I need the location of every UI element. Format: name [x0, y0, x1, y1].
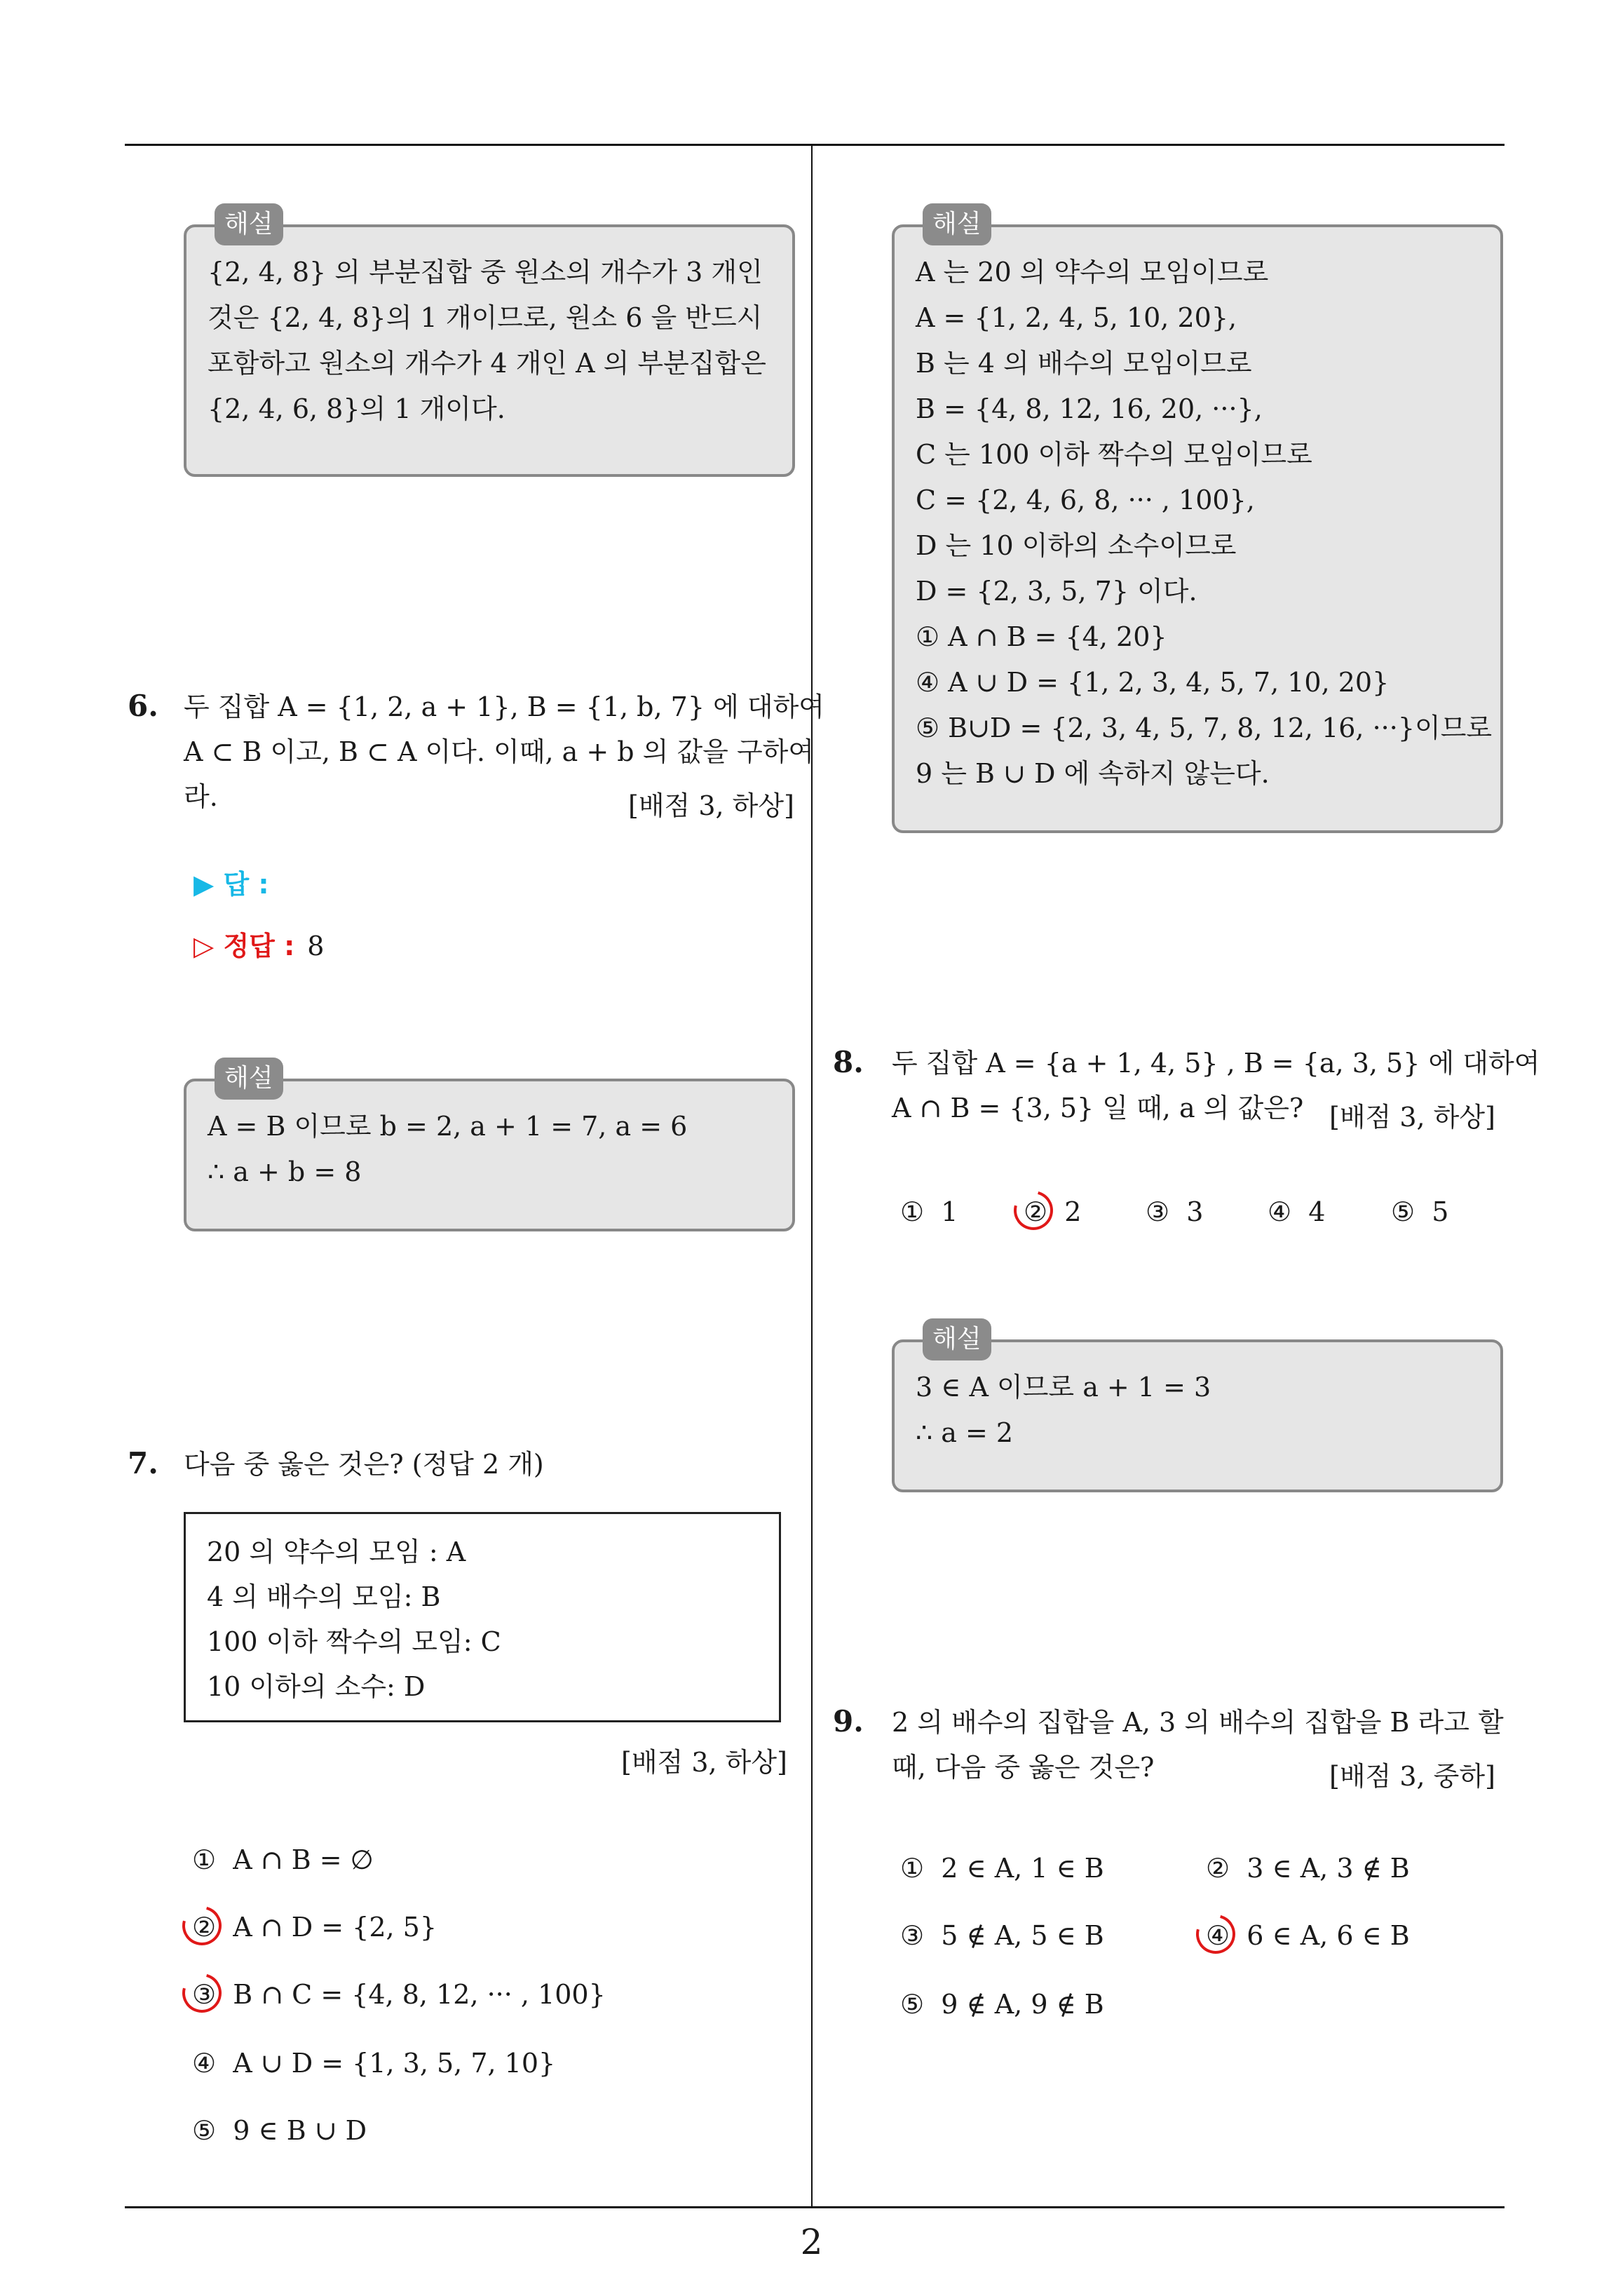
option-text: 9 ∈ B ∪ D: [233, 2115, 367, 2146]
solution-line: D = {2, 3, 5, 7} 이다.: [916, 576, 1197, 607]
option-number: ④: [1268, 1196, 1292, 1227]
solution-line: A = B 이므로 b = 2, a + 1 = 7, a = 6: [208, 1111, 688, 1142]
question-text: 다음 중 옳은 것은? (정답 2 개): [184, 1449, 544, 1480]
solution-line: C 는 100 이하 짝수의 모임이므로: [916, 439, 1312, 470]
score-label: [배점 3, 하상]: [1329, 1102, 1495, 1133]
answer-circle-mark: [1189, 1907, 1242, 1961]
option-text: A ∩ B = ∅: [233, 1844, 374, 1875]
page-number: 2: [800, 2222, 823, 2262]
definition-line: 10 이하의 소수: D: [207, 1671, 426, 1702]
answer-circle-mark: [175, 1899, 229, 1952]
solution-line: ④ A ∪ D = {1, 2, 3, 4, 5, 7, 10, 20}: [916, 667, 1390, 698]
solution-box-q8: [892, 1325, 1503, 1492]
option-number: ①: [900, 1196, 925, 1227]
solution-line: ∴ a + b = 8: [208, 1156, 362, 1187]
correct-answer-label: ▷ 정답 :: [193, 931, 295, 961]
question-text: 두 집합 A = {1, 2, a + 1}, B = {1, b, 7} 에 대하여: [184, 691, 824, 722]
solution-box-q6: [184, 1064, 795, 1231]
solution-line: ① A ∩ B = {4, 20}: [916, 621, 1167, 652]
option-text: 3: [1186, 1196, 1204, 1227]
option-1[interactable]: [900, 1853, 1104, 1884]
option-5[interactable]: [1391, 1196, 1448, 1227]
solution-line: D 는 10 이하의 소수이므로: [916, 530, 1237, 561]
option-number: ④: [192, 2048, 217, 2079]
option-4[interactable]: [192, 2048, 555, 2079]
option-text: 5 ∉ A, 5 ∈ B: [941, 1920, 1104, 1951]
solution-line: {2, 4, 6, 8}의 1 개이다.: [208, 393, 505, 424]
option-text: 4: [1308, 1196, 1326, 1227]
option-number: ③: [1146, 1196, 1170, 1227]
definition-line: 20 의 약수의 모임 : A: [207, 1537, 466, 1567]
option-text: 5: [1432, 1196, 1449, 1227]
option-text: 1: [941, 1196, 958, 1227]
solution-box-q7: [892, 210, 1503, 833]
option-3[interactable]: [1146, 1196, 1203, 1227]
solution-line: B = {4, 8, 12, 16, 20, ···},: [916, 393, 1263, 424]
option-text: B ∩ C = {4, 8, 12, ··· , 100}: [233, 1979, 606, 2010]
solution-line: {2, 4, 8} 의 부분집합 중 원소의 개수가 3 개인: [208, 257, 763, 288]
option-text: 2: [1064, 1196, 1082, 1227]
correct-answer-value: 8: [307, 931, 325, 961]
option-text: A ∩ D = {2, 5}: [233, 1912, 437, 1943]
option-text: 9 ∉ A, 9 ∉ B: [941, 1989, 1104, 2020]
solution-line: 것은 {2, 4, 8}의 1 개이므로, 원소 6 을 반드시: [208, 302, 763, 333]
option-text: A ∪ D = {1, 3, 5, 7, 10}: [233, 2048, 556, 2079]
option-number: ②: [1024, 1196, 1048, 1227]
bottom-rule: [125, 2206, 1505, 2208]
question-text: A ∩ B = {3, 5} 일 때, a 의 값은?: [892, 1093, 1304, 1123]
option-1[interactable]: [192, 1844, 374, 1875]
question-number: 9.: [833, 1704, 864, 1738]
column-divider: [811, 145, 813, 2207]
question-text: 라.: [184, 781, 218, 812]
definition-box: [184, 1512, 781, 1722]
option-number: ④: [1206, 1920, 1230, 1951]
score-label: [배점 3, 하상]: [628, 790, 794, 821]
solution-line: 9 는 B ∪ D 에 속하지 않는다.: [916, 758, 1270, 789]
option-5[interactable]: [900, 1989, 1104, 2020]
option-4[interactable]: [1206, 1920, 1410, 1951]
question-text: 2 의 배수의 집합을 A, 3 의 배수의 집합을 B 라고 할: [892, 1707, 1504, 1738]
answer-label: ▶ 답 :: [193, 869, 269, 900]
solution-box-q5: [184, 210, 795, 477]
score-label: [배점 3, 중하]: [1329, 1761, 1495, 1792]
option-number: ③: [192, 1979, 217, 2010]
question-number: 7.: [128, 1446, 158, 1480]
question-text: A ⊂ B 이고, B ⊂ A 이다. 이때, a + b 의 값을 구하여: [184, 736, 815, 767]
question-number: 6.: [128, 689, 158, 723]
solution-line: ⑤ B∪D = {2, 3, 4, 5, 7, 8, 12, 16, ···}이므로: [916, 713, 1493, 743]
solution-tag: 해설: [215, 1058, 283, 1100]
option-number: ①: [900, 1853, 925, 1884]
option-number: ⑤: [192, 2115, 217, 2146]
option-text: 2 ∈ A, 1 ∈ B: [941, 1853, 1104, 1884]
score-label: [배점 3, 하상]: [621, 1747, 787, 1778]
option-4[interactable]: [1268, 1196, 1325, 1227]
solution-line: 3 ∈ A 이므로 a + 1 = 3: [916, 1372, 1211, 1403]
answer-circle-mark: [175, 1966, 229, 2020]
definition-line: 100 이하 짝수의 모임: C: [207, 1626, 501, 1657]
question-text: 두 집합 A = {a + 1, 4, 5} , B = {a, 3, 5} 에 대하여: [892, 1048, 1540, 1079]
solution-line: C = {2, 4, 6, 8, ··· , 100},: [916, 485, 1255, 515]
solution-line: A = {1, 2, 4, 5, 10, 20},: [916, 302, 1237, 333]
option-2[interactable]: [1206, 1853, 1410, 1884]
correct-answer: [193, 924, 324, 963]
option-3[interactable]: [900, 1920, 1104, 1951]
option-number: ②: [1206, 1853, 1230, 1884]
answer-circle-mark: [1007, 1184, 1060, 1237]
option-number: ③: [900, 1920, 925, 1951]
option-5[interactable]: [192, 2115, 367, 2146]
definition-line: 4 의 배수의 모임: B: [207, 1581, 441, 1612]
solution-line: B 는 4 의 배수의 모임이므로: [916, 348, 1252, 379]
solution-line: A 는 20 의 약수의 모임이므로: [916, 257, 1269, 288]
option-number: ②: [192, 1912, 217, 1943]
option-text: 6 ∈ A, 6 ∈ B: [1247, 1920, 1410, 1951]
option-text: 3 ∈ A, 3 ∉ B: [1247, 1853, 1410, 1884]
solution-tag: 해설: [215, 203, 283, 245]
solution-line: 포함하고 원소의 개수가 4 개인 A 의 부분집합은: [208, 348, 766, 379]
option-1[interactable]: [900, 1196, 958, 1227]
option-number: ①: [192, 1844, 217, 1875]
top-rule: [125, 144, 1505, 146]
option-3[interactable]: [192, 1979, 606, 2010]
solution-tag: 해설: [923, 1318, 991, 1360]
solution-tag: 해설: [923, 203, 991, 245]
question-number: 8.: [833, 1045, 864, 1079]
question-text: 때, 다음 중 옳은 것은?: [892, 1752, 1155, 1783]
solution-line: ∴ a = 2: [916, 1417, 1014, 1448]
option-2[interactable]: [192, 1912, 437, 1943]
option-number: ⑤: [1391, 1196, 1415, 1227]
option-number: ⑤: [900, 1989, 925, 2020]
